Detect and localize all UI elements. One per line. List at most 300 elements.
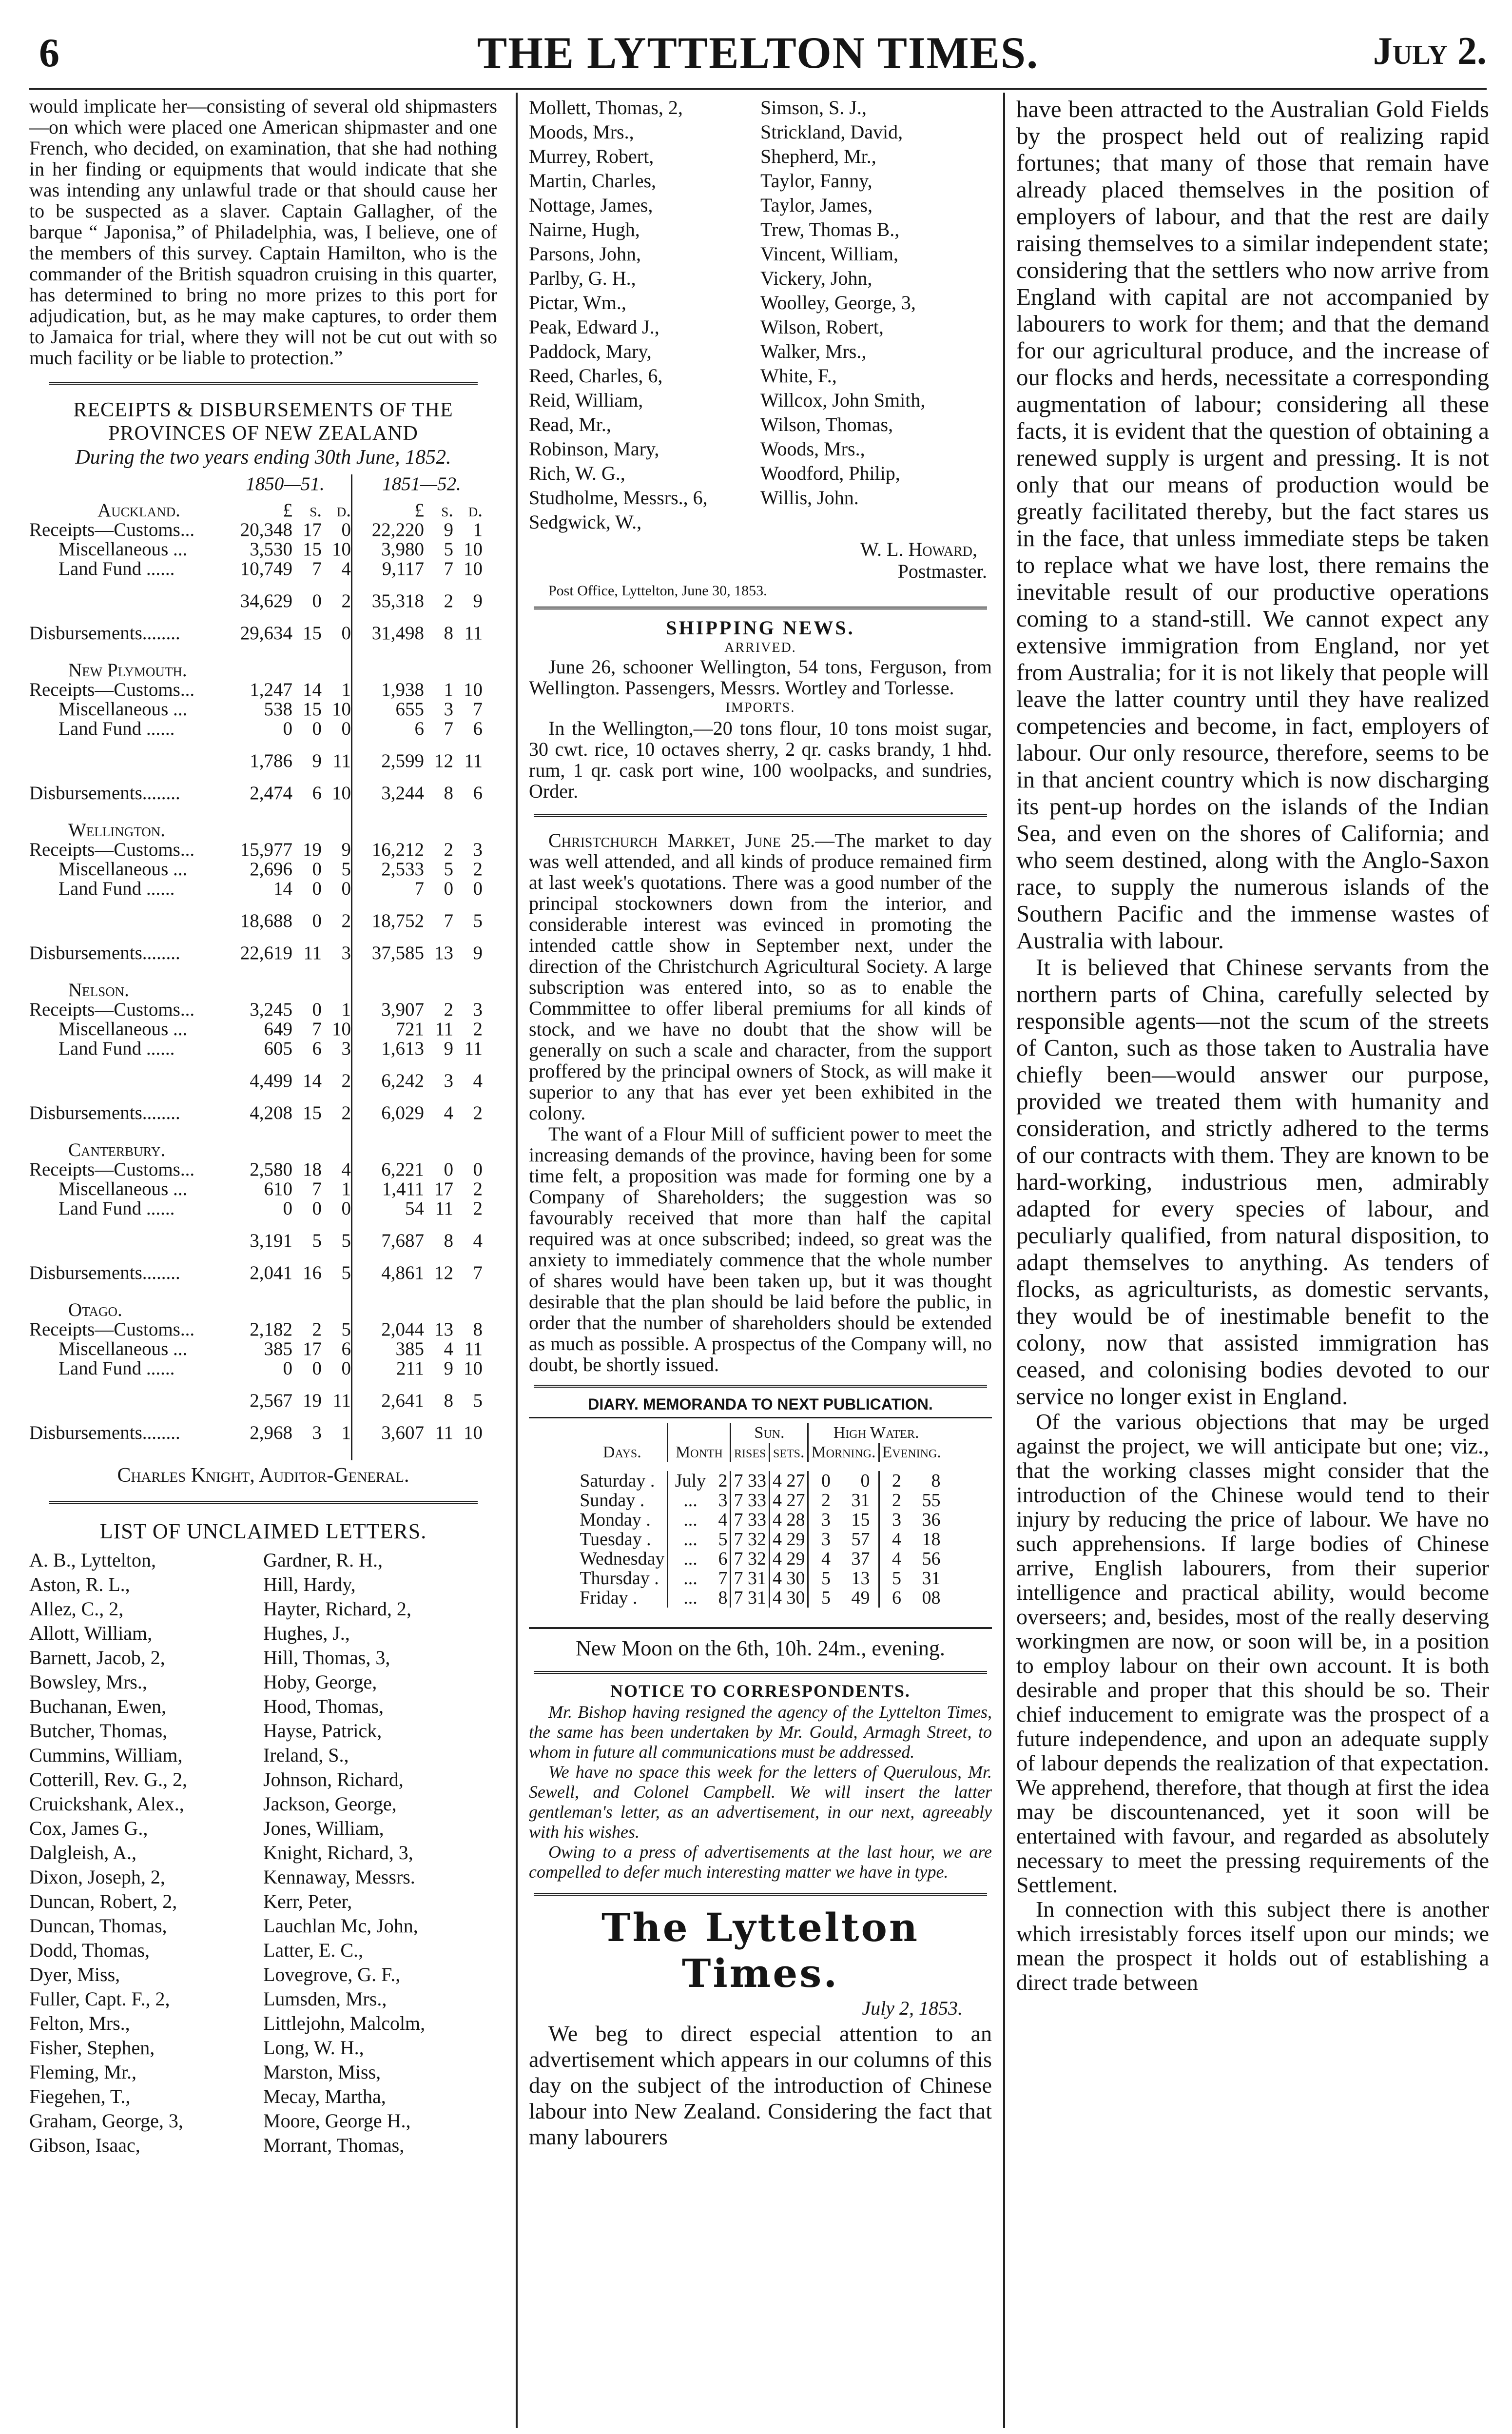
column-divider xyxy=(351,1160,361,1179)
amount-cell: 10 xyxy=(332,699,351,720)
diary-row xyxy=(577,1510,944,1530)
letter-entry: Fleming, Mr., xyxy=(29,2061,137,2083)
amount-cell: 2 xyxy=(473,1198,483,1219)
amount-cell: 1,411 xyxy=(382,1178,424,1199)
disbursement-cell: 3,607 xyxy=(381,1422,424,1443)
amount-cell: 2,533 xyxy=(381,859,424,880)
hour: 5 xyxy=(821,1588,831,1608)
spacer xyxy=(29,1091,351,1103)
spacer xyxy=(577,1423,668,1443)
letter-entry: Robinson, Mary, xyxy=(529,438,659,460)
letter-entry: Mecay, Martha, xyxy=(263,2085,386,2107)
sunrise-cell: 7 32 xyxy=(731,1549,770,1569)
total-cell: 3,191 xyxy=(250,1230,292,1251)
hour: 4 xyxy=(821,1549,831,1569)
column-divider xyxy=(351,899,361,911)
column-header-sets: sets. xyxy=(769,1443,808,1462)
flour-mill-report: The want of a Flour Mill of sufficient power to meet the increasing demands of the province, having been for some time felt, a proposition was made for forming one by a Company of Shareholders; the suggestion was so favourably received that more than half the capital required was at once subscribed; indeed, so great was the anxiety to immediately commence that the whole number of shares would have been taken up, but it was thought desirable that the plan should be laid before the public, in order that the number of shareholders should be extended as much as possible. A prospectus of the Company will, no doubt, be shortly issued. xyxy=(529,1123,992,1375)
disbursement-cell: 2,041 xyxy=(250,1262,292,1283)
letter-entry: Parlby, G. H., xyxy=(529,267,636,289)
letter-entry: Duncan, Thomas, xyxy=(29,1915,167,1937)
amount-cell: 9 xyxy=(444,1358,453,1379)
letter-entry: Hayter, Richard, 2, xyxy=(263,1598,411,1620)
editorial-start: We beg to direct especial attention to an advertisement which appears in our columns of this day on the subject of the introduction of Chinese labour into New Zealand. Considering the fact that many labourers xyxy=(529,2021,992,2149)
spacer xyxy=(361,1091,483,1103)
page-number: 6 xyxy=(39,30,59,76)
letter-entry: Sedgwick, W., xyxy=(529,511,642,533)
amount-cell: 3 xyxy=(341,1038,351,1059)
amount-cell: 3 xyxy=(444,699,453,720)
disbursement-cell: 4,208 xyxy=(250,1102,292,1123)
editorial-date: July 2, 1853. xyxy=(862,1997,963,2019)
column-divider xyxy=(351,1339,361,1359)
letter-entry: Woolley, George, 3, xyxy=(760,292,916,314)
morning-cell xyxy=(808,1549,879,1569)
spacer xyxy=(361,1218,483,1231)
minute: 13 xyxy=(851,1568,870,1589)
letter-entry: Johnson, Richard, xyxy=(263,1768,404,1790)
day-number: 3 xyxy=(718,1490,728,1511)
hour: 0 xyxy=(821,1471,831,1491)
morning-cell xyxy=(808,1491,879,1510)
letter-entry: Duncan, Robert, 2, xyxy=(29,1890,177,1912)
letter-entry: Shepherd, Mr., xyxy=(760,145,876,167)
column-divider xyxy=(351,1020,361,1039)
column-divider xyxy=(351,803,361,821)
receipts-table xyxy=(29,474,497,1460)
letter-entry: Ireland, S., xyxy=(263,1744,349,1766)
row-label: Disbursements........ xyxy=(29,942,180,963)
unclaimed-letters-list xyxy=(529,96,992,534)
section-rule xyxy=(534,1893,987,1896)
column-divider xyxy=(351,840,361,860)
receipts-title: RECEIPTS & DISBURSEMENTS OF THE PROVINCES OF NEW ZEALAND xyxy=(73,399,453,445)
section-rule xyxy=(534,814,987,817)
column-divider xyxy=(351,559,361,579)
letter-entry: Dalgleish, A., xyxy=(29,1842,136,1864)
letter-entry: Kennaway, Messrs. xyxy=(263,1866,415,1888)
month-cell xyxy=(668,1569,731,1588)
letter-entry: Fiegehen, T., xyxy=(29,2085,131,2107)
auditor-signature: Charles Knight, Auditor-General. xyxy=(117,1464,409,1487)
letter-entry: Dixon, Joseph, 2, xyxy=(29,1866,165,1888)
letter-entry: Allez, C., 2, xyxy=(29,1598,124,1620)
amount-cell: 0 xyxy=(312,999,322,1020)
sunrise-cell: 7 32 xyxy=(731,1530,770,1549)
column-divider xyxy=(351,579,361,591)
row-label: Land Fund ...... xyxy=(58,1038,175,1059)
diary-table xyxy=(577,1423,944,1608)
letter-entry: Peak, Edward J., xyxy=(529,316,659,338)
masthead: The Lyttelton Times. xyxy=(601,1904,919,1996)
minute: 0 xyxy=(860,1471,870,1491)
amount-cell: 54 xyxy=(405,1198,424,1219)
month-name: ... xyxy=(683,1568,698,1589)
letter-entry: A. B., Lyttelton, xyxy=(29,1549,156,1571)
spacer xyxy=(29,771,351,784)
disbursement-cell: 10 xyxy=(332,783,351,804)
hour: 2 xyxy=(892,1490,902,1511)
spacer xyxy=(668,1423,731,1443)
spacer xyxy=(361,1283,483,1300)
letter-entry: Gibson, Isaac, xyxy=(29,2134,140,2156)
day-cell: Tuesday . xyxy=(580,1529,651,1550)
unit-header: £ xyxy=(283,500,292,521)
sunrise-cell: 7 31 xyxy=(731,1569,770,1588)
amount-cell: 14 xyxy=(303,679,322,700)
letter-entry: Murrey, Robert, xyxy=(529,145,654,167)
sunset-cell: 4 29 xyxy=(769,1530,808,1549)
month-name: ... xyxy=(683,1490,698,1511)
amount-cell: 0 xyxy=(444,878,453,899)
total-cell: 4 xyxy=(473,1070,483,1091)
day-number: 2 xyxy=(718,1471,728,1491)
amount-cell: 17 xyxy=(303,1338,322,1359)
letter-entry: Wilson, Thomas, xyxy=(760,413,893,435)
amount-cell: 0 xyxy=(341,1198,351,1219)
amount-cell: 6 xyxy=(312,1038,322,1059)
column-divider xyxy=(351,1059,361,1071)
column-divider xyxy=(351,771,361,784)
letter-entry: Studholme, Messrs., 6, xyxy=(529,487,708,509)
spacer xyxy=(361,1140,483,1160)
total-cell: 2,641 xyxy=(381,1390,424,1411)
letter-entry: Littlejohn, Malcolm, xyxy=(263,2012,426,2034)
column-divider xyxy=(351,784,361,803)
spacer xyxy=(361,661,483,680)
amount-cell: 0 xyxy=(312,1198,322,1219)
column-divider xyxy=(351,931,361,943)
disbursement-cell: 4,861 xyxy=(381,1262,424,1283)
disbursement-cell: 15 xyxy=(303,623,322,644)
letter-entry: Cummins, William, xyxy=(29,1744,183,1766)
total-cell: 2 xyxy=(444,590,453,611)
disbursement-cell: 2,474 xyxy=(250,783,292,804)
spacer xyxy=(361,931,483,943)
total-cell: 0 xyxy=(312,590,322,611)
province-name: Auckland. xyxy=(97,500,180,521)
morning-cell xyxy=(808,1588,879,1608)
year-header: 1851—52. xyxy=(382,473,461,494)
amount-cell: 211 xyxy=(396,1358,424,1379)
disbursement-cell: 12 xyxy=(434,1262,453,1283)
column-divider xyxy=(351,680,361,700)
minute: 56 xyxy=(922,1549,941,1569)
spacer xyxy=(29,1231,219,1251)
column-divider xyxy=(351,1179,361,1199)
spacer xyxy=(361,1059,483,1071)
month-name: July xyxy=(675,1471,706,1491)
amount-cell: 11 xyxy=(435,1019,453,1040)
letter-entry: Simson, S. J., xyxy=(760,97,867,118)
hour: 2 xyxy=(821,1490,831,1511)
amount-cell: 1 xyxy=(444,679,453,700)
total-cell: 2 xyxy=(341,910,351,931)
spacer xyxy=(29,1071,219,1091)
amount-cell: 0 xyxy=(341,519,351,540)
amount-cell: 7 xyxy=(444,718,453,739)
sunrise-cell: 7 33 xyxy=(731,1510,770,1530)
column-header-evening: Evening. xyxy=(879,1443,944,1462)
letter-entry: Marston, Miss, xyxy=(263,2061,381,2083)
disbursement-cell: 11 xyxy=(464,623,483,644)
amount-cell: 6,221 xyxy=(381,1159,424,1180)
column-1 xyxy=(29,96,497,2158)
amount-cell: 2 xyxy=(473,1019,483,1040)
column-divider xyxy=(351,520,361,540)
letter-entry: Fuller, Capt. F., 2, xyxy=(29,1988,170,2010)
amount-cell: 0 xyxy=(283,718,292,739)
arrived-text: June 26, schooner Wellington, 54 tons, Ferguson, from Wellington. Passengers, Messrs. Wortley and Torlesse. xyxy=(529,656,992,699)
amount-cell: 1 xyxy=(473,519,483,540)
section-rule xyxy=(534,607,987,609)
shipping-title: SHIPPING NEWS. xyxy=(666,617,855,639)
column-header-days: Days. xyxy=(602,1443,641,1461)
month-cell xyxy=(668,1491,731,1510)
letter-entry: Lumsden, Mrs., xyxy=(263,1988,387,2010)
amount-cell: 3 xyxy=(473,839,483,860)
amount-cell: 10 xyxy=(464,1358,483,1379)
row-label: Land Fund ...... xyxy=(58,878,175,899)
hour: 5 xyxy=(892,1568,902,1589)
imports-text: In the Wellington,—20 tons flour, 10 tons moist sugar, 30 cwt. rice, 10 octaves sherry, 2 qr. casks brandy, 1 hhd. rum, 1 qr. cask port wine, 100 woolpacks, and sundries, Order. xyxy=(529,717,992,802)
total-cell: 4,499 xyxy=(250,1070,292,1091)
letter-entry: Read, Mr., xyxy=(529,413,611,435)
unit-header: s. xyxy=(310,500,322,521)
column-divider xyxy=(351,1123,361,1140)
minute: 57 xyxy=(851,1529,870,1550)
row-label: Miscellaneous ... xyxy=(58,699,188,720)
total-cell: 5 xyxy=(473,1390,483,1411)
disbursement-cell: 37,585 xyxy=(371,942,424,963)
total-cell: 3 xyxy=(444,1070,453,1091)
column-divider xyxy=(351,1359,361,1378)
amount-cell: 1,938 xyxy=(381,679,424,700)
spacer xyxy=(29,803,351,821)
total-cell: 18,752 xyxy=(371,910,424,931)
spacer xyxy=(29,1123,351,1140)
column-divider xyxy=(351,751,361,771)
spacer xyxy=(361,1123,483,1140)
amount-cell: 8 xyxy=(473,1319,483,1340)
letter-entry: Taylor, Fanny, xyxy=(760,170,872,192)
column-divider xyxy=(351,1263,361,1283)
diary-rule xyxy=(529,1417,992,1418)
amount-cell: 2,044 xyxy=(381,1319,424,1340)
disbursement-cell: 15 xyxy=(303,1102,322,1123)
row-label: Land Fund ...... xyxy=(58,1198,175,1219)
letter-entry: Gardner, R. H., xyxy=(263,1549,383,1571)
disbursement-cell: 2 xyxy=(473,1102,483,1123)
column-header-rises: rises xyxy=(731,1443,770,1462)
amount-cell: 6 xyxy=(414,718,424,739)
editorial-paragraph: Of the various objections that may be urged against the project, we will anticipate but one; viz., that the working classes might consider that the introduction of the Chinese would tend to their injury by reducing the price of labour. We have no such apprehensions. If large bodies of Chinese arrive, English labourers, from their superior intelligence and practical ability, would become overseers; and, besides, most of the really deserving workingmen are now, or soon will be, in a position to employ labour on their own account. It is both desirable and proper that this should be so. Their chief inducement to emigrate was the prospect of a future independence, and upon an adequate supply of labour depends the realization of that expectation. We apprehend, therefore, that though at first the idea may be discountenanced, yet it soon will be entertained with favour, and regarded as absolutely necessary to meet the pressing requirements of the Settlement. xyxy=(1016,1409,1489,1897)
amount-cell: 3,530 xyxy=(250,539,292,560)
amount-cell: 5 xyxy=(444,859,453,880)
notice-item: Mr. Bishop having resigned the agency of the Lyttelton Times, the same has been undertaken by Mr. Gould, Armagh Street, to whom in future all communications must be addressed. xyxy=(529,1702,992,1762)
spacer xyxy=(361,899,483,911)
column-divider xyxy=(351,494,361,501)
spacer xyxy=(361,771,483,784)
letter-entry: Felton, Mrs., xyxy=(29,2012,130,2034)
amount-cell: 15 xyxy=(303,699,322,720)
diary-header-row xyxy=(577,1423,944,1443)
letter-entry: Lovegrove, G. F., xyxy=(263,1963,401,1985)
amount-cell: 6 xyxy=(473,718,483,739)
column-divider xyxy=(351,1391,361,1411)
amount-cell: 18 xyxy=(303,1159,322,1180)
total-cell: 9 xyxy=(473,590,483,611)
amount-cell: 7 xyxy=(473,699,483,720)
column-divider xyxy=(351,1071,361,1091)
day-cell: Saturday . xyxy=(580,1471,655,1491)
section-rule xyxy=(534,1671,987,1674)
total-cell: 9 xyxy=(312,750,322,771)
amount-cell: 2 xyxy=(444,839,453,860)
row-label: Land Fund ...... xyxy=(58,1358,175,1379)
total-cell: 8 xyxy=(444,1390,453,1411)
total-cell: 7 xyxy=(444,910,453,931)
morning-cell xyxy=(808,1530,879,1549)
spacer xyxy=(29,494,351,501)
sunset-cell: 4 27 xyxy=(769,1491,808,1510)
total-cell: 2,599 xyxy=(381,750,424,771)
amount-cell: 0 xyxy=(312,718,322,739)
spacer xyxy=(29,899,351,911)
amount-cell: 2,182 xyxy=(250,1319,292,1340)
amount-cell: 0 xyxy=(312,859,322,880)
amount-cell: 0 xyxy=(312,878,322,899)
amount-cell: 7 xyxy=(312,1178,322,1199)
column-divider xyxy=(351,1218,361,1231)
letter-entry: Fisher, Stephen, xyxy=(29,2037,155,2059)
row-label: Receipts—Customs... xyxy=(29,679,195,700)
spacer xyxy=(361,1411,483,1423)
amount-cell: 22,220 xyxy=(371,519,424,540)
disbursement-cell: 8 xyxy=(444,783,453,804)
disbursement-cell: 2,968 xyxy=(250,1422,292,1443)
evening-cell xyxy=(879,1569,944,1588)
month-name: ... xyxy=(683,1510,698,1530)
total-cell: 14 xyxy=(303,1070,322,1091)
amount-cell: 5 xyxy=(341,859,351,880)
hour: 3 xyxy=(821,1529,831,1550)
disbursement-cell: 4 xyxy=(444,1102,453,1123)
unit-header: s. xyxy=(441,500,453,521)
letter-entry: Barnett, Jacob, 2, xyxy=(29,1647,165,1668)
month-name: ... xyxy=(683,1588,698,1608)
column-divider xyxy=(351,1039,361,1059)
province-name: Wellington. xyxy=(68,820,166,841)
amount-cell: 19 xyxy=(303,839,322,860)
market-report xyxy=(529,830,992,1123)
total-cell: 11 xyxy=(332,750,351,771)
total-cell: 0 xyxy=(312,910,322,931)
amount-cell: 610 xyxy=(264,1178,292,1199)
column-divider xyxy=(351,1320,361,1339)
letter-entry: White, F., xyxy=(760,365,837,387)
spacer xyxy=(361,963,483,981)
newspaper-title: THE LYTTELTON TIMES. xyxy=(477,28,1039,78)
postmaster-name: W. L. Howard, xyxy=(860,538,977,560)
spacer xyxy=(29,1443,351,1460)
section-rule xyxy=(49,1501,478,1504)
amount-cell: 6 xyxy=(341,1338,351,1359)
letter-entry: Hill, Thomas, 3, xyxy=(263,1647,390,1668)
column-divider xyxy=(351,1443,361,1460)
spacer xyxy=(361,1378,483,1391)
letter-entry: Cruickshank, Alex., xyxy=(29,1793,184,1815)
amount-cell: 11 xyxy=(464,1038,483,1059)
issue-date: July 2. xyxy=(1373,30,1487,73)
amount-cell: 17 xyxy=(303,519,322,540)
column-divider xyxy=(351,911,361,931)
diary-row xyxy=(577,1530,944,1549)
spacer xyxy=(29,1251,351,1263)
sunset-cell: 4 29 xyxy=(769,1549,808,1569)
column-divider xyxy=(351,1423,361,1443)
column-divider xyxy=(351,1411,361,1423)
receipts-subtitle: During the two years ending 30th June, 1852. xyxy=(75,446,451,469)
amount-cell: 1 xyxy=(341,1178,351,1199)
letter-entry: Hoby, George, xyxy=(263,1671,377,1693)
letter-entry: Martin, Charles, xyxy=(529,170,657,192)
evening-cell xyxy=(879,1510,944,1530)
letter-entry: Moods, Mrs., xyxy=(529,121,634,143)
amount-cell: 2,696 xyxy=(250,859,292,880)
letter-entry: Rich, W. G., xyxy=(529,462,625,484)
row-label: Receipts—Customs... xyxy=(29,999,195,1020)
row-label: Miscellaneous ... xyxy=(58,1338,188,1359)
column-3 xyxy=(1016,96,1489,1995)
column-divider xyxy=(351,1378,361,1391)
amount-cell: 2 xyxy=(473,859,483,880)
column-divider xyxy=(351,821,361,840)
amount-cell: 7 xyxy=(414,878,424,899)
total-cell: 34,629 xyxy=(240,590,292,611)
row-label: Miscellaneous ... xyxy=(58,859,188,880)
minute: 37 xyxy=(851,1549,870,1569)
month-cell xyxy=(668,1510,731,1530)
amount-cell: 9 xyxy=(444,519,453,540)
day-cell: Friday . xyxy=(580,1588,638,1608)
amount-cell: 3,980 xyxy=(381,539,424,560)
disbursement-cell: 16 xyxy=(303,1262,322,1283)
column-divider xyxy=(351,719,361,739)
amount-cell: 0 xyxy=(473,1159,483,1180)
amount-cell: 2 xyxy=(473,1178,483,1199)
spacer xyxy=(760,510,992,534)
column-divider xyxy=(351,624,361,643)
amount-cell: 538 xyxy=(264,699,292,720)
amount-cell: 4 xyxy=(341,1159,351,1180)
sunrise-cell: 7 33 xyxy=(731,1471,770,1491)
day-number: 6 xyxy=(718,1549,728,1569)
column-divider xyxy=(351,501,361,520)
disbursement-cell: 3,244 xyxy=(381,783,424,804)
unclaimed-letters-list xyxy=(29,1548,497,2158)
disbursement-cell: 29,634 xyxy=(240,623,292,644)
letter-entry: Woodford, Philip, xyxy=(760,462,900,484)
letter-entry: Woods, Mrs., xyxy=(760,438,865,460)
disbursement-cell: 6 xyxy=(312,783,322,804)
diary-row xyxy=(577,1471,944,1491)
amount-cell: 0 xyxy=(444,1159,453,1180)
letter-entry: Jackson, George, xyxy=(263,1793,397,1815)
sunrise-cell: 7 31 xyxy=(731,1588,770,1608)
spacer xyxy=(577,1462,944,1471)
spacer xyxy=(29,963,351,981)
